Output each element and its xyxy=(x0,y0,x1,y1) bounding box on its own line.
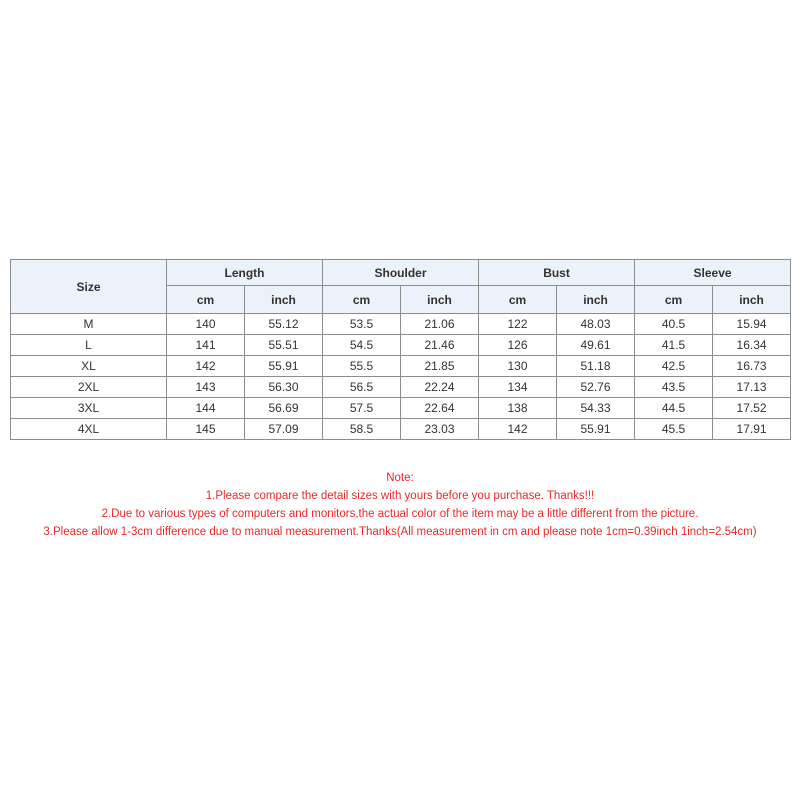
value-cell: 45.5 xyxy=(635,419,713,440)
size-column-header: Size xyxy=(11,260,167,314)
value-cell: 21.85 xyxy=(401,356,479,377)
size-cell: L xyxy=(11,335,167,356)
value-cell: 55.12 xyxy=(245,314,323,335)
size-cell: M xyxy=(11,314,167,335)
value-cell: 56.30 xyxy=(245,377,323,398)
unit-header: inch xyxy=(557,286,635,314)
value-cell: 43.5 xyxy=(635,377,713,398)
value-cell: 142 xyxy=(479,419,557,440)
length-header: Length xyxy=(167,260,323,286)
value-cell: 55.91 xyxy=(557,419,635,440)
value-cell: 44.5 xyxy=(635,398,713,419)
value-cell: 126 xyxy=(479,335,557,356)
value-cell: 21.06 xyxy=(401,314,479,335)
value-cell: 140 xyxy=(167,314,245,335)
value-cell: 22.24 xyxy=(401,377,479,398)
value-cell: 21.46 xyxy=(401,335,479,356)
note-line-1: 1.Please compare the detail sizes with yours before you purchase. Thanks!!! xyxy=(205,490,595,502)
value-cell: 134 xyxy=(479,377,557,398)
value-cell: 40.5 xyxy=(635,314,713,335)
value-cell: 138 xyxy=(479,398,557,419)
value-cell: 56.5 xyxy=(323,377,401,398)
table-row xyxy=(11,377,791,398)
value-cell: 144 xyxy=(167,398,245,419)
value-cell: 23.03 xyxy=(401,419,479,440)
value-cell: 51.18 xyxy=(557,356,635,377)
value-cell: 54.5 xyxy=(323,335,401,356)
note-title: Note: xyxy=(386,472,414,484)
value-cell: 55.5 xyxy=(323,356,401,377)
value-cell: 58.5 xyxy=(323,419,401,440)
note-line-3: 3.Please allow 1-3cm difference due to manual measurement.Thanks(All measurement in cm and please note 1cm=0.39inch 1inch=2.54cm) xyxy=(43,526,757,538)
value-cell: 145 xyxy=(167,419,245,440)
value-cell: 130 xyxy=(479,356,557,377)
note-line-2: 2.Due to various types of computers and monitors,the actual color of the item may be a little different from the picture. xyxy=(101,508,699,520)
value-cell: 22.64 xyxy=(401,398,479,419)
unit-header: cm xyxy=(479,286,557,314)
value-cell: 17.91 xyxy=(713,419,791,440)
value-cell: 49.61 xyxy=(557,335,635,356)
table-row xyxy=(11,356,791,377)
value-cell: 55.51 xyxy=(245,335,323,356)
value-cell: 122 xyxy=(479,314,557,335)
table-row xyxy=(11,419,791,440)
value-cell: 142 xyxy=(167,356,245,377)
value-cell: 141 xyxy=(167,335,245,356)
value-cell: 41.5 xyxy=(635,335,713,356)
size-chart-table xyxy=(10,259,791,440)
unit-header: cm xyxy=(323,286,401,314)
size-cell: XL xyxy=(11,356,167,377)
unit-header: inch xyxy=(401,286,479,314)
value-cell: 17.52 xyxy=(713,398,791,419)
table-header-group-row xyxy=(11,260,791,286)
value-cell: 55.91 xyxy=(245,356,323,377)
unit-header: inch xyxy=(713,286,791,314)
shoulder-header: Shoulder xyxy=(323,260,479,286)
size-cell: 4XL xyxy=(11,419,167,440)
value-cell: 15.94 xyxy=(713,314,791,335)
notes-block xyxy=(0,469,800,541)
value-cell: 53.5 xyxy=(323,314,401,335)
size-cell: 3XL xyxy=(11,398,167,419)
value-cell: 48.03 xyxy=(557,314,635,335)
unit-header: cm xyxy=(635,286,713,314)
sleeve-header: Sleeve xyxy=(635,260,791,286)
value-cell: 57.09 xyxy=(245,419,323,440)
value-cell: 16.73 xyxy=(713,356,791,377)
unit-header: cm xyxy=(167,286,245,314)
bust-header: Bust xyxy=(479,260,635,286)
size-cell: 2XL xyxy=(11,377,167,398)
unit-header: inch xyxy=(245,286,323,314)
value-cell: 54.33 xyxy=(557,398,635,419)
value-cell: 17.13 xyxy=(713,377,791,398)
value-cell: 42.5 xyxy=(635,356,713,377)
value-cell: 57.5 xyxy=(323,398,401,419)
value-cell: 52.76 xyxy=(557,377,635,398)
table-row xyxy=(11,314,791,335)
table-row xyxy=(11,335,791,356)
value-cell: 56.69 xyxy=(245,398,323,419)
value-cell: 16.34 xyxy=(713,335,791,356)
value-cell: 143 xyxy=(167,377,245,398)
table-row xyxy=(11,398,791,419)
